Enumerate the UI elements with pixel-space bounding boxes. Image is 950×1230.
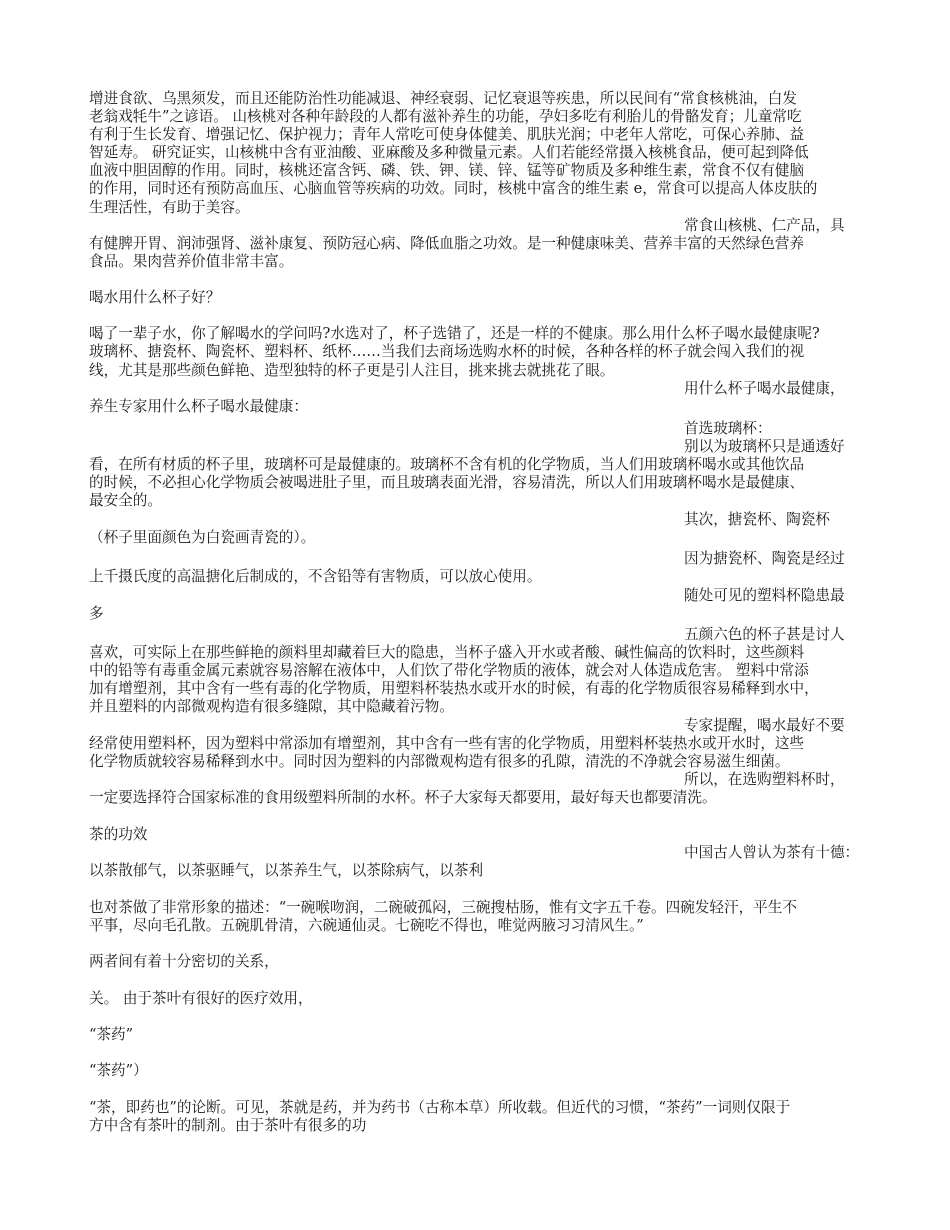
text-line: （杯子里面颜色为白瓷画青瓷的）。 (89, 529, 316, 546)
text-line: 用什么杯子喝水最健康， (684, 380, 845, 397)
text-line: 也对茶做了非常形象的描述：“一碗喉吻润，二碗破孤闷，三碗搜枯肠，惟有文字五千卷。四碗发轻汗，平生不 (89, 899, 797, 916)
text-line: 食品。果肉营养价值非常丰富。 (89, 253, 294, 270)
text-line: 首选玻璃杯： (684, 420, 772, 437)
text-line: 以茶散郁气，以茶驱睡气，以茶养生气，以茶除病气，以茶利 (89, 862, 484, 879)
text-line: 多 (89, 605, 104, 622)
text-line: 别以为玻璃杯只是通透好 (684, 438, 845, 455)
text-line: 智延寿。 研究证实，山核桃中含有亚油酸、亚麻酸及多种微量元素。人们若能经常摄入核桃食品，便可起到降低 (89, 144, 809, 161)
text-line: 血液中胆固醇的作用。同时，核桃还富含钙、磷、铁、钾、镁、锌、锰等矿物质及多种维生素，常食不仅有健脑 (89, 162, 805, 179)
text-line: “茶药” (89, 1026, 134, 1043)
text-line: 五颜六色的杯子甚是讨人 (684, 626, 845, 643)
text-line: 最安全的。 (89, 492, 162, 509)
text-line: 看，在所有材质的杯子里，玻璃杯可是最健康的。玻璃杯不含有机的化学物质，当人们用玻璃杯喝水或其他饮品 (89, 456, 805, 473)
text-line: 有健脾开胃、润沛强肾、滋补康复、预防冠心病、降低血脂之功效。是一种健康味美、营养丰富的天然绿色营养 (89, 235, 805, 252)
text-line: 常食山核桃、仁产品，具 (684, 217, 845, 234)
text-line: 其次，搪瓷杯、陶瓷杯 (684, 511, 830, 528)
text-line: 关。 由于茶叶有很好的医疗效用， (89, 990, 313, 1007)
text-line: 平事，尽向毛孔散。五碗肌骨清，六碗通仙灵。七碗吃不得也，唯觉两腋习习清风生。” (89, 917, 644, 934)
text-line: 两者间有着十分密切的关系， (89, 953, 279, 970)
section-heading: 喝水用什么杯子好？ (89, 289, 221, 306)
text-line: 养生专家用什么杯子喝水最健康： (89, 398, 308, 415)
text-line: 并且塑料的内部微观构造有很多缝隙，其中隐藏着污物。 (89, 698, 454, 715)
text-line: “茶药”） (89, 1062, 148, 1079)
text-line: 老翁戏牦牛”之谚语。 山核桃对各种年龄段的人都有滋补养生的功能，孕妇多吃有利胎儿的骨骼发育；儿童常吃 (89, 108, 802, 125)
text-line: 专家提醒，喝水最好不要 (684, 717, 845, 734)
text-line: 的时候，不必担心化学物质会被喝进肚子里，而且玻璃表面光滑，容易清洗，所以人们用玻璃杯喝水是最健康、 (89, 474, 805, 491)
text-line: 一定要选择符合国家标准的食用级塑料所制的水杯。杯子大家每天都要用，最好每天也都要清洗。 (89, 789, 717, 806)
text-line: 中国古人曾认为茶有十德： (684, 844, 860, 861)
text-line: 化学物质就较容易稀释到水中。同时因为塑料的内部微观构造有很多的孔隙，清洗的不净就会容易滋生细菌。 (89, 753, 790, 770)
section-heading: 茶的功效 (89, 826, 148, 843)
text-line: 中的铅等有毒重金属元素就容易溶解在液体中，人们饮了带化学物质的液体，就会对人体造成危害。 塑料中常添 (89, 662, 809, 679)
text-line: 上千摄氏度的高温搪化后制成的，不含铅等有害物质，可以放心使用。 (89, 568, 542, 585)
text-line: 方中含有茶叶的制剂。由于茶叶有很多的功 (89, 1117, 367, 1134)
text-line: “茶，即药也”的论断。可见，茶就是药，并为药书（古称本草）所收载。但近代的习惯，“茶药”一词则仅限于 (89, 1099, 791, 1116)
text-line: 喝了一辈子水，你了解喝水的学问吗?水选对了，杯子选错了，还是一样的不健康。那么用什么杯子喝水最健康呢? (89, 325, 820, 342)
text-line: 生理活性，有助于美容。 (89, 199, 250, 216)
text-line: 线，尤其是那些颜色鲜艳、造型独特的杯子更是引人注目，挑来挑去就挑花了眼。 (89, 362, 615, 379)
text-line: 玻璃杯、搪瓷杯、陶瓷杯、塑料杯、纸杯……当我们去商场选购水杯的时候，各种各样的杯子就会闯入我们的视 (89, 343, 805, 360)
text-line: 随处可见的塑料杯隐患最 (684, 587, 845, 604)
text-line: 增进食欲、乌黑须发，而且还能防治性功能减退、神经衰弱、记忆衰退等疾患，所以民间有“常食核桃油，白发 (89, 90, 797, 107)
text-line: 有利于生长发育、增强记忆、保护视力；青年人常吃可使身体健美、肌肤光润；中老年人常吃，可保心养肺、益 (89, 126, 805, 143)
text-line: 加有增塑剂，其中含有一些有毒的化学物质，用塑料杯装热水或开水的时候，有毒的化学物质很容易稀释到水中， (89, 680, 819, 697)
text-line: 喜欢，可实际上在那些鲜艳的颜料里却藏着巨大的隐患，当杯子盛入开水或者酸、碱性偏高的饮料时，这些颜料 (89, 644, 805, 661)
text-line: 所以，在选购塑料杯时， (684, 771, 845, 788)
text-line: 的作用，同时还有预防高血压、心脑血管等疾病的功效。同时，核桃中富含的维生素 e，常食可以提高人体皮肤的 (89, 180, 818, 197)
text-line: 经常使用塑料杯，因为塑料中常添加有增塑剂，其中含有一些有害的化学物质，用塑料杯装热水或开水时，这些 (89, 735, 805, 752)
text-line: 因为搪瓷杯、陶瓷是经过 (684, 550, 845, 567)
